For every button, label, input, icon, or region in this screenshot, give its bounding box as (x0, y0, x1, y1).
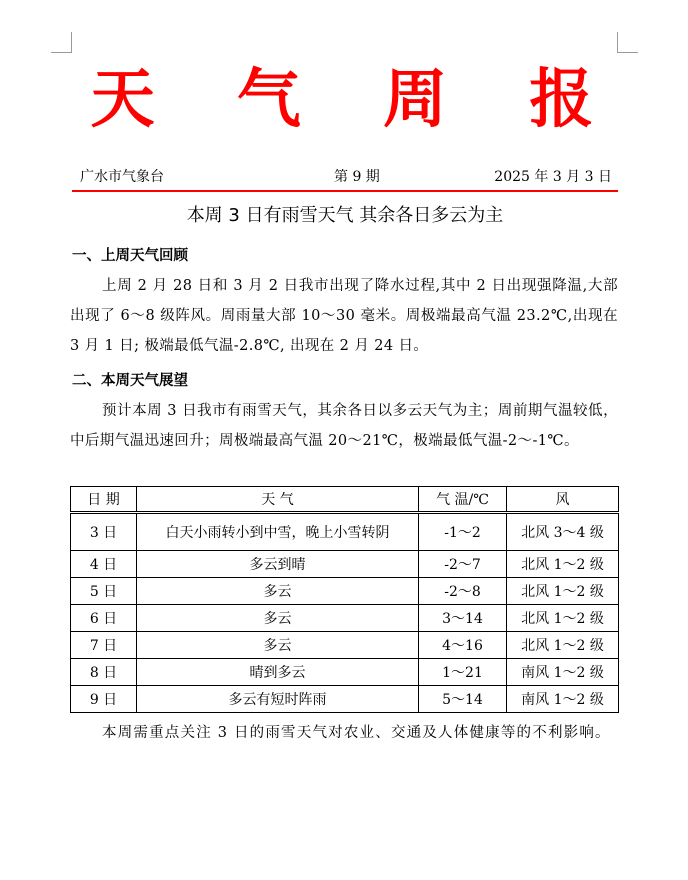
header-day: 日 期 (71, 487, 137, 513)
weather-cell: 多云 (137, 632, 419, 659)
day-cell: 8 日 (71, 659, 137, 686)
wind-cell: 南风 1～2 级 (507, 686, 619, 713)
weather-cell: 白天小雨转小到中雪，晚上小雪转阴 (137, 513, 419, 551)
table-row (71, 551, 619, 578)
temperature-cell: 3～14 (419, 605, 507, 632)
report-headline: 本周 3 日有雨雪天气 其余各日多云为主 (186, 205, 504, 226)
temperature-cell: -1～2 (419, 513, 507, 551)
wind-cell: 北风 1～2 级 (507, 605, 619, 632)
issue-date: 2025 年 3 月 3 日 (494, 169, 612, 185)
table-row (71, 605, 619, 632)
weather-cell: 多云 (137, 578, 419, 605)
temperature-cell: -2～8 (419, 578, 507, 605)
wind-cell: 北风 1～2 级 (507, 578, 619, 605)
section-title-review: 一、上周天气回顾 (72, 247, 188, 264)
closing-paragraph: 本周需重点关注 3 日的雨雪天气对农业、交通及人体健康等的不利影响。 (102, 725, 611, 741)
temperature-cell: 1～21 (419, 659, 507, 686)
red-divider-rule (72, 190, 618, 192)
table-row (71, 513, 619, 551)
temperature-cell: 4～16 (419, 632, 507, 659)
table-row (71, 686, 619, 713)
crop-mark-top-left (51, 32, 72, 53)
day-cell: 6 日 (71, 605, 137, 632)
header-wind: 风 (507, 487, 619, 513)
temperature-cell: 5～14 (419, 686, 507, 713)
review-paragraph: 上周 2 月 28 日和 3 月 2 日我市出现了降水过程,其中 2 日出现强降温,大部出现了 6～8 级阵风。周雨量大部 10～30 毫米。周极端最高气温 23.2℃,出现在 3 月 1 日; 极端最低气温-2.8℃, 出现在 2 月 24 日。 (70, 278, 618, 354)
wind-cell: 南风 1～2 级 (507, 659, 619, 686)
day-cell: 9 日 (71, 686, 137, 713)
wind-cell: 北风 1～2 级 (507, 632, 619, 659)
outlook-paragraph: 预计本周 3 日我市有雨雪天气，其余各日以多云天气为主；周前期气温较低，中后期气温迅速回升；周极端最高气温 20～21℃，极端最低气温-2～-1℃。 (70, 403, 618, 449)
issue-line (76, 166, 616, 188)
forecast-table (70, 486, 619, 713)
table-row (71, 659, 619, 686)
table-row (71, 632, 619, 659)
day-cell: 5 日 (71, 578, 137, 605)
table-row (71, 578, 619, 605)
issuing-organization: 广水市气象台 (80, 169, 164, 185)
wind-cell: 北风 1～2 级 (507, 551, 619, 578)
table-header-row (71, 487, 619, 513)
day-cell: 3 日 (71, 513, 137, 551)
weather-cell: 多云 (137, 605, 419, 632)
weather-cell: 多云到晴 (137, 551, 419, 578)
wind-cell: 北风 3～4 级 (507, 513, 619, 551)
crop-mark-top-right (617, 32, 638, 53)
section-title-outlook: 二、本周天气展望 (72, 372, 188, 389)
weather-cell: 晴到多云 (137, 659, 419, 686)
day-cell: 7 日 (71, 632, 137, 659)
temperature-cell: -2～7 (419, 551, 507, 578)
header-weather: 天 气 (137, 487, 419, 513)
weather-cell: 多云有短时阵雨 (137, 686, 419, 713)
masthead-title: 天 气 周 报 (90, 63, 624, 137)
day-cell: 4 日 (71, 551, 137, 578)
header-temperature: 气 温/℃ (419, 487, 507, 513)
issue-number: 第 9 期 (334, 169, 380, 185)
